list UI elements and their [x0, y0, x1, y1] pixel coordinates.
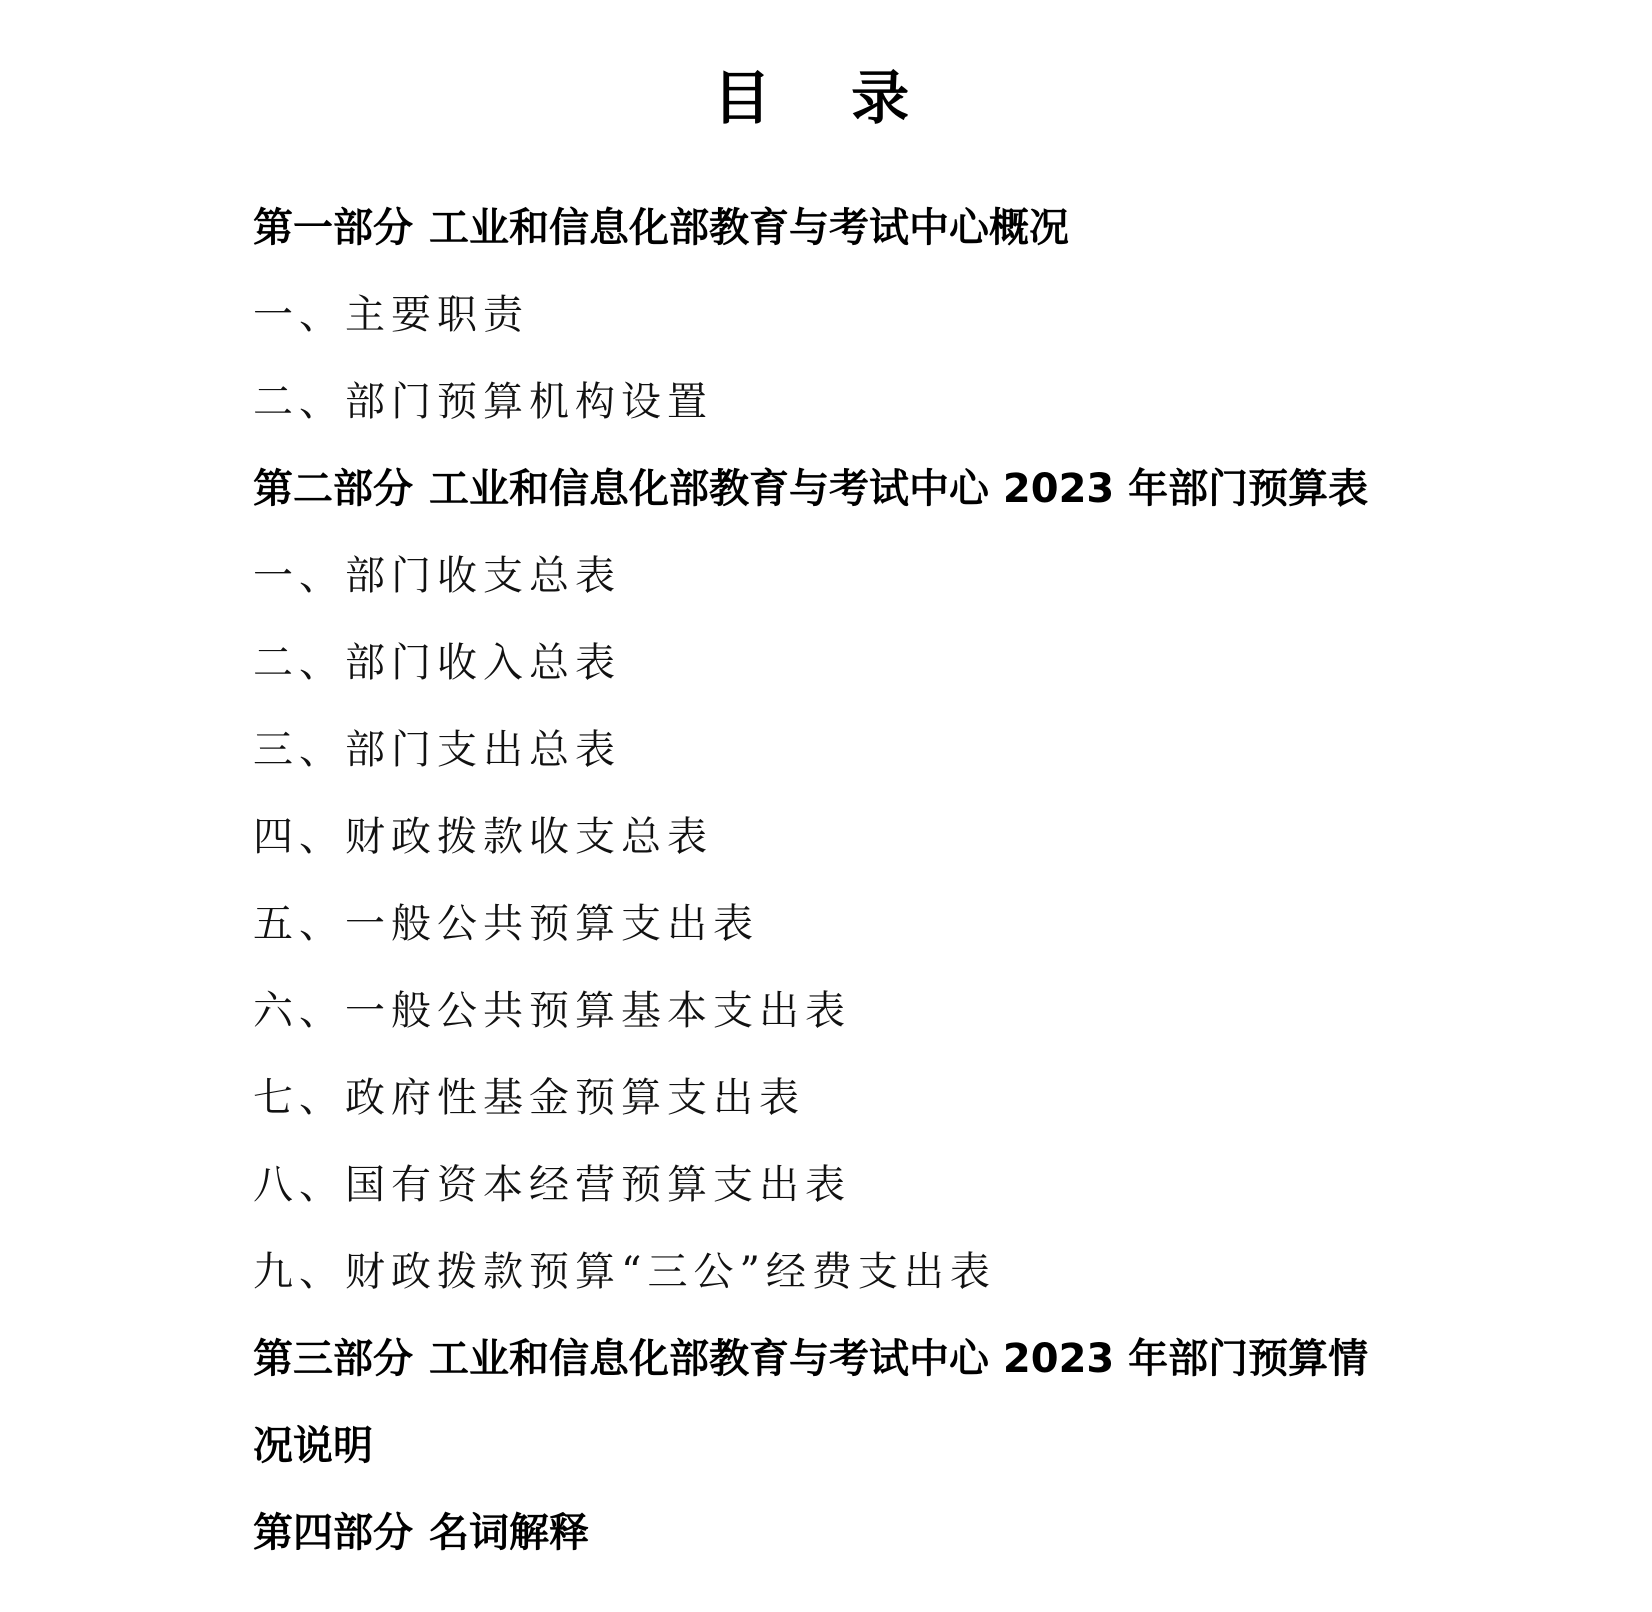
toc-part-number: 第三部分	[253, 1336, 413, 1382]
toc-part-3-continued[interactable]: 况说明	[253, 1423, 373, 1469]
toc-part-title: 工业和信息化部教育与考试中心概况	[429, 205, 1069, 251]
toc-part-title: 工业和信息化部教育与考试中心 2023 年部门预算情	[429, 1336, 1369, 1382]
page-title: 目 录	[712, 64, 940, 132]
toc-part-number: 第一部分	[253, 205, 413, 251]
toc-item[interactable]: 一、部门收支总表	[253, 553, 621, 599]
toc-part-1[interactable]	[253, 198, 1069, 258]
toc-part-title: 工业和信息化部教育与考试中心 2023 年部门预算表	[429, 466, 1369, 512]
toc-item[interactable]: 九、财政拨款预算“三公”经费支出表	[253, 1249, 996, 1295]
toc-part-2[interactable]	[253, 459, 1368, 519]
toc-part-3[interactable]	[253, 1329, 1368, 1389]
toc-item[interactable]: 四、财政拨款收支总表	[253, 814, 713, 860]
toc-item[interactable]: 六、一般公共预算基本支出表	[253, 988, 851, 1034]
toc-part-number: 第二部分	[253, 466, 413, 512]
toc-part-number: 第四部分	[253, 1510, 413, 1556]
toc-item[interactable]: 二、部门预算机构设置	[253, 379, 713, 425]
toc-part-title: 名词解释	[429, 1510, 589, 1556]
toc-item[interactable]: 七、政府性基金预算支出表	[253, 1075, 805, 1121]
toc-item[interactable]: 八、国有资本经营预算支出表	[253, 1162, 851, 1208]
toc-item[interactable]: 三、部门支出总表	[253, 727, 621, 773]
toc-item[interactable]: 一、主要职责	[253, 292, 529, 338]
toc-item[interactable]: 五、一般公共预算支出表	[253, 901, 759, 947]
toc-part-4[interactable]	[253, 1503, 589, 1563]
toc-item[interactable]: 二、部门收入总表	[253, 640, 621, 686]
